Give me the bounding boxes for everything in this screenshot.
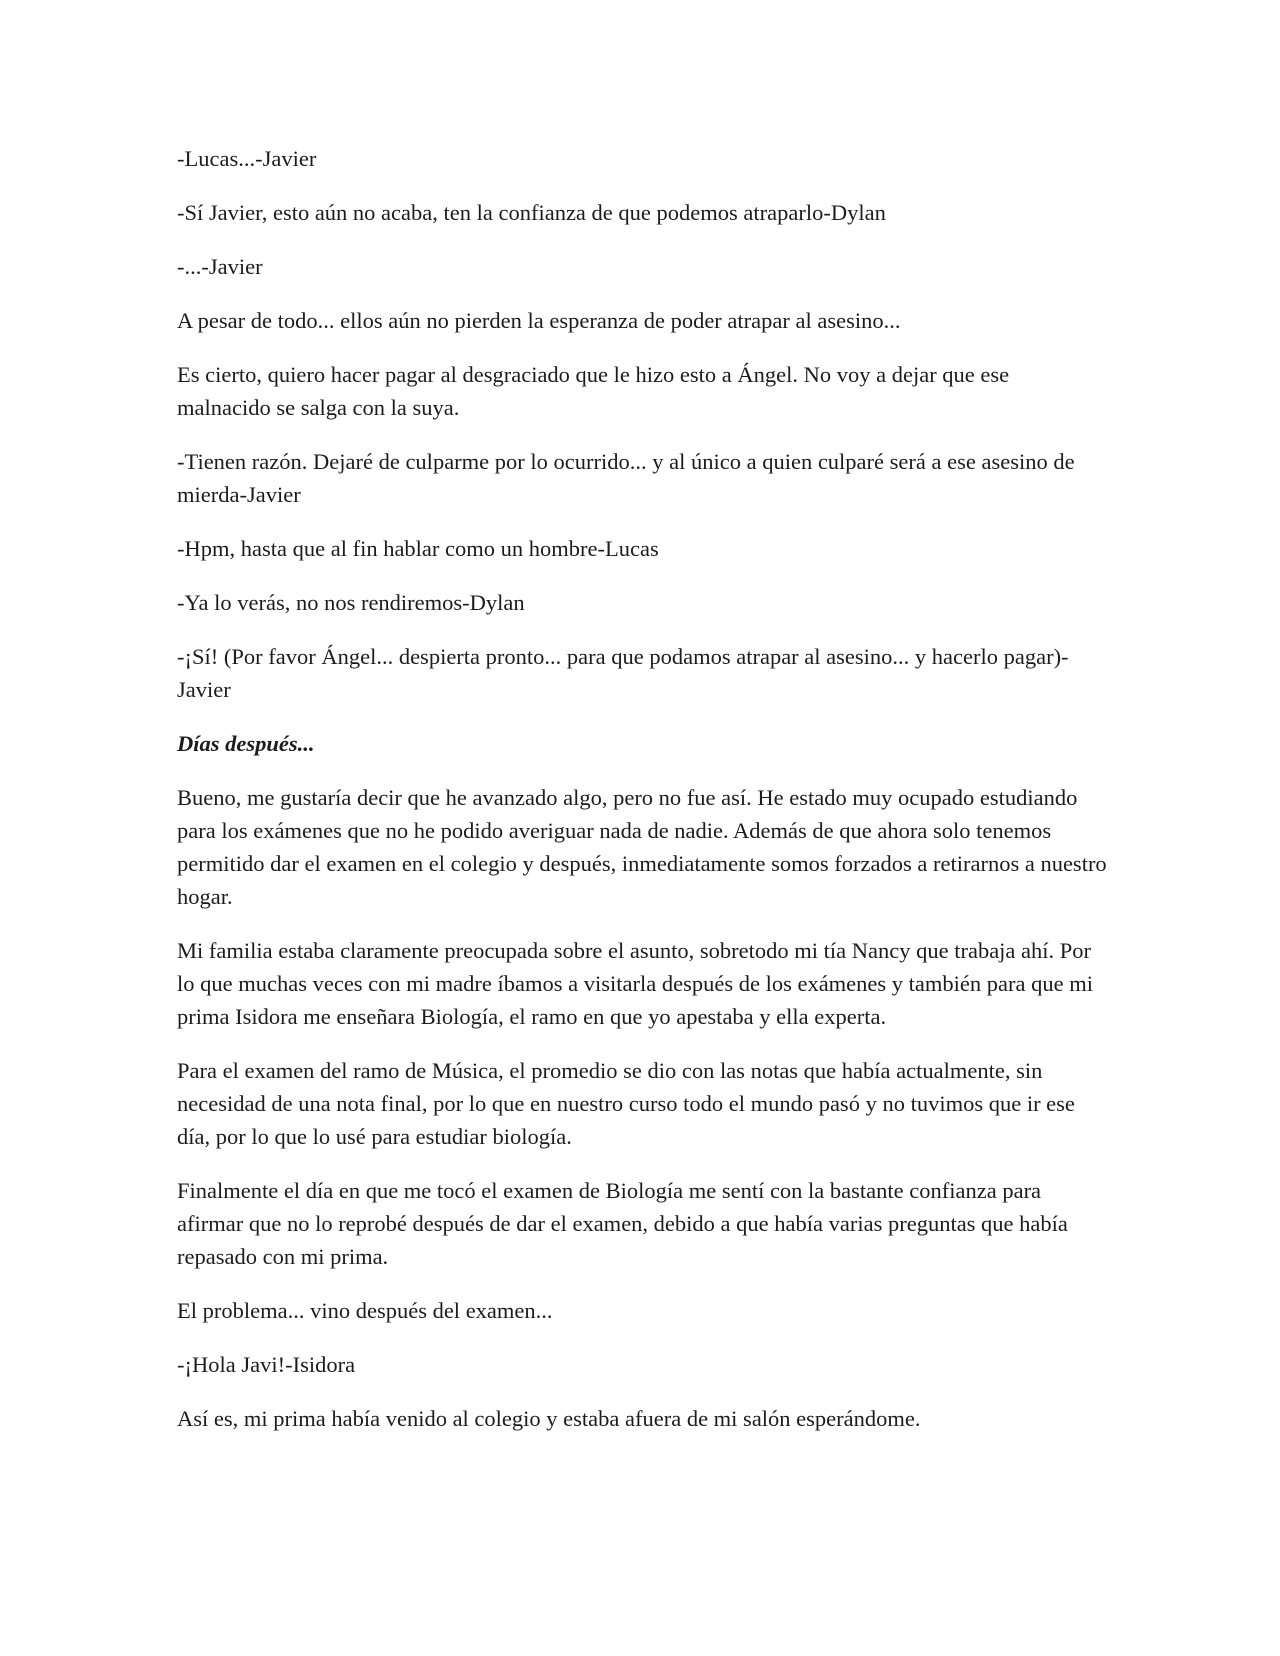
dialogue-line: -Sí Javier, esto aún no acaba, ten la confianza de que podemos atraparlo-Dylan: [177, 200, 886, 225]
narrative-paragraph: Mi familia estaba claramente preocupada sobre el asunto, sobretodo mi tía Nancy que trabaja ahí. Por lo que muchas veces con mi madre íbamos a visitarla después de los exámenes y también para que mi prima Isidora me enseñara Biología, el ramo en que yo apestaba y ella experta.: [177, 938, 1093, 1029]
narrative-paragraph: El problema... vino después del examen...: [177, 1298, 553, 1323]
narrative-paragraph: Es cierto, quiero hacer pagar al desgraciado que le hizo esto a Ángel. No voy a dejar que ese malnacido se salga con la suya.: [177, 362, 1010, 420]
dialogue-line: -¡Hola Javi!-Isidora: [177, 1352, 356, 1377]
narrative-paragraph: A pesar de todo... ellos aún no pierden la esperanza de poder atrapar al asesino...: [177, 308, 901, 333]
narrative-paragraph: Así es, mi prima había venido al colegio y estaba afuera de mi salón esperándome.: [177, 1406, 921, 1431]
dialogue-line: -...-Javier: [177, 254, 263, 279]
dialogue-line: -Hpm, hasta que al fin hablar como un hombre-Lucas: [177, 536, 659, 561]
narrative-paragraph: Para el examen del ramo de Música, el promedio se dio con las notas que había actualmente, sin necesidad de una nota final, por lo que en nuestro curso todo el mundo pasó y no tuvimos que ir ese día, por lo que lo usé para estudiar biología.: [177, 1058, 1075, 1149]
section-heading: Días después...: [177, 731, 315, 756]
narrative-paragraph: Bueno, me gustaría decir que he avanzado algo, pero no fue así. He estado muy ocupado estudiando para los exámenes que no he podido averiguar nada de nadie. Además de que ahora solo tenemos permitido dar el examen en el colegio y después, inmediatamente somos forzados a retirarnos a nuestro hogar.: [177, 785, 1107, 909]
narrative-paragraph: Finalmente el día en que me tocó el examen de Biología me sentí con la bastante confianza para afirmar que no lo reprobé después de dar el examen, debido a que había varias preguntas que había repasado con mi prima.: [177, 1178, 1068, 1269]
dialogue-line: -Tienen razón. Dejaré de culparme por lo ocurrido... y al único a quien culparé será a ese asesino de mierda-Javier: [177, 449, 1075, 507]
dialogue-line: -¡Sí! (Por favor Ángel... despierta pronto... para que podamos atrapar al asesino... y hacerlo pagar)-Javier: [177, 644, 1069, 702]
dialogue-line: -Lucas...-Javier: [177, 146, 317, 171]
document-body: [177, 142, 1107, 1456]
dialogue-line: -Ya lo verás, no nos rendiremos-Dylan: [177, 590, 525, 615]
